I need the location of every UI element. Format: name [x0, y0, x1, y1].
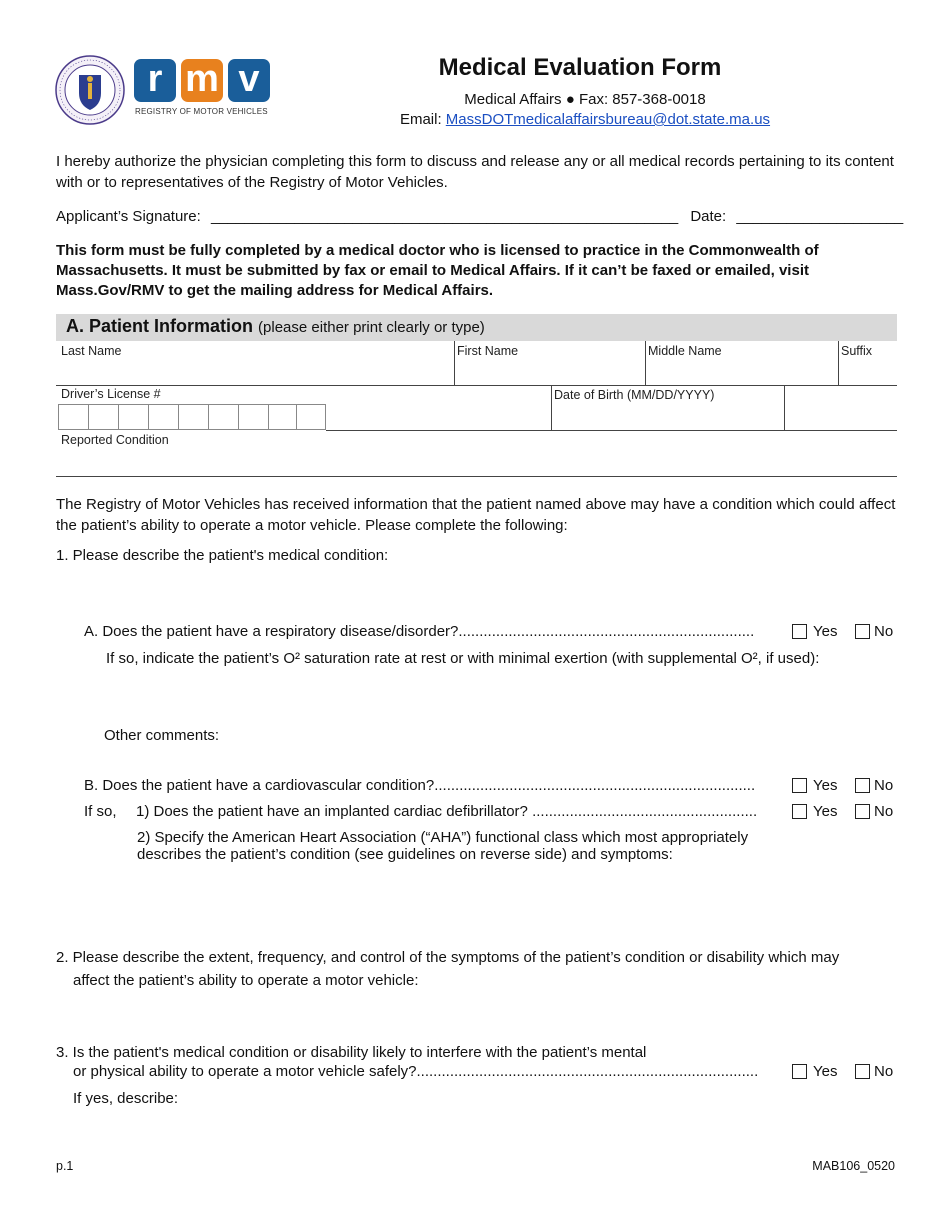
license-digit-box[interactable] — [88, 404, 118, 430]
q1a-yes-label: Yes — [813, 623, 838, 640]
license-digit-box[interactable] — [148, 404, 178, 430]
question-1b: B. Does the patient have a cardiovascular condition?............................................................................. — [84, 777, 756, 794]
question-1a: A. Does the patient have a respiratory disease/disorder?....................................................................... — [84, 623, 755, 640]
rmv-logo-r: r — [134, 59, 176, 102]
license-digit-box[interactable] — [238, 404, 268, 430]
rmv-logo-m: m — [181, 59, 223, 102]
question-2: 2. Please describe the extent, frequency, and control of the symptoms of the patient’s condition or disability which may — [56, 949, 840, 966]
license-digit-box[interactable] — [268, 404, 298, 430]
notice-text: This form must be fully completed by a medical doctor who is licensed to practice in the Commonwealth of Massachusetts. It must be submitted by fax or email to Medical Affairs. If it can’t be faxed or emailed, visit Mass.Gov/RMV to get the mailing address for Medical Affairs. — [56, 242, 819, 299]
q1a-no-label: No — [874, 623, 894, 640]
section-a-note: (please either print clearly or type) — [258, 319, 485, 336]
massachusetts-seal-logo — [55, 55, 125, 125]
signature-row — [56, 208, 904, 225]
q3-yes-label: Yes — [813, 1063, 838, 1080]
q1a-yes-checkbox[interactable] — [792, 624, 807, 639]
signature-label: Applicant’s Signature: — [56, 208, 201, 225]
question-1b-2: 2) Specify the American Heart Association (“AHA”) functional class which most appropriately describes the patient’s condition (see guidelines on reverse side) and symptoms: — [137, 829, 749, 863]
license-label: Driver’s License # — [61, 387, 161, 401]
last-name-label: Last Name — [61, 344, 122, 358]
rmv-logo-v: v — [228, 59, 270, 102]
row-divider — [326, 430, 897, 431]
q1b-no-label: No — [874, 777, 894, 794]
row-divider — [56, 476, 897, 477]
license-digit-box[interactable] — [178, 404, 208, 430]
middle-name-label: Middle Name — [648, 344, 722, 358]
question-3: 3. Is the patient's medical condition or disability likely to interfere with the patient’s mental — [56, 1044, 647, 1061]
first-name-label: First Name — [457, 344, 519, 358]
license-digit-box[interactable] — [118, 404, 148, 430]
license-digit-box[interactable] — [296, 404, 326, 430]
q1b1-no-checkbox[interactable] — [855, 804, 870, 819]
first-name-input[interactable] — [455, 342, 644, 384]
form-id: MAB106_0520 — [812, 1159, 895, 1173]
form-title: Medical Evaluation Form — [438, 54, 722, 81]
q1b-ifso-label: If so, — [84, 803, 117, 820]
question-1: 1. Please describe the patient's medical condition: — [56, 547, 389, 564]
q3-yes-checkbox[interactable] — [792, 1064, 807, 1079]
q1b1-no-label: No — [874, 803, 894, 820]
q1a-no-checkbox[interactable] — [855, 624, 870, 639]
suffix-input[interactable] — [839, 360, 897, 384]
reported-condition-label: Reported Condition — [61, 433, 169, 447]
suffix-label: Suffix — [841, 344, 873, 358]
question-2-cont: affect the patient’s ability to operate a motor vehicle: — [73, 972, 419, 989]
last-name-input[interactable] — [56, 360, 453, 384]
q3-followup: If yes, describe: — [73, 1090, 179, 1107]
section-a-title-text: A. Patient Information — [66, 316, 254, 336]
row-divider — [56, 385, 897, 386]
dob-label: Date of Birth (MM/DD/YYYY) — [554, 388, 715, 402]
reported-condition-input[interactable] — [56, 450, 897, 475]
medical-affairs-fax: Medical Affairs ● Fax: 857-368-0018 — [464, 91, 706, 108]
q1b-yes-checkbox[interactable] — [792, 778, 807, 793]
intro-text: The Registry of Motor Vehicles has received information that the patient named above may have a condition which could affect the patient’s ability to operate a motor vehicle. Please complete the following: — [56, 496, 896, 534]
question-1b-1: 1) Does the patient have an implanted cardiac defibrillator? ...................................................... — [136, 803, 758, 820]
dob-input[interactable] — [552, 404, 783, 429]
signature-line[interactable]: ________________________________________________________ — [211, 208, 679, 225]
authorization-text: I hereby authorize the physician completing this form to discuss and release any or all medical records pertaining to its content with or to representatives of the Registry of Motor Vehicles. — [56, 153, 894, 191]
q1a-followup: If so, indicate the patient’s O² saturation rate at rest or with minimal exertion (with supplemental O², if used): — [106, 650, 820, 667]
q1b1-yes-label: Yes — [813, 803, 838, 820]
email-link[interactable]: MassDOTmedicalaffairsbureau@dot.state.ma.us — [445, 111, 771, 128]
email-line — [380, 111, 790, 128]
divider — [784, 385, 785, 430]
date-label: Date: — [690, 208, 727, 225]
rmv-logo — [134, 59, 274, 119]
page-number: p.1 — [56, 1159, 74, 1173]
email-label: Email: — [399, 111, 446, 128]
date-line[interactable]: ____________________ — [736, 208, 904, 225]
section-a-title — [66, 316, 485, 337]
license-digit-box[interactable] — [208, 404, 238, 430]
q1b-yes-label: Yes — [813, 777, 838, 794]
question-3-cont: or physical ability to operate a motor vehicle safely?.................................................................................. — [73, 1063, 759, 1080]
middle-name-input[interactable] — [646, 360, 837, 384]
license-digit-box[interactable] — [58, 404, 88, 430]
other-comments-label: Other comments: — [104, 727, 220, 744]
rmv-logo-subtitle: REGISTRY OF MOTOR VEHICLES — [135, 107, 268, 116]
q3-no-checkbox[interactable] — [855, 1064, 870, 1079]
q3-no-label: No — [874, 1063, 894, 1080]
q1b-no-checkbox[interactable] — [855, 778, 870, 793]
q1b1-yes-checkbox[interactable] — [792, 804, 807, 819]
